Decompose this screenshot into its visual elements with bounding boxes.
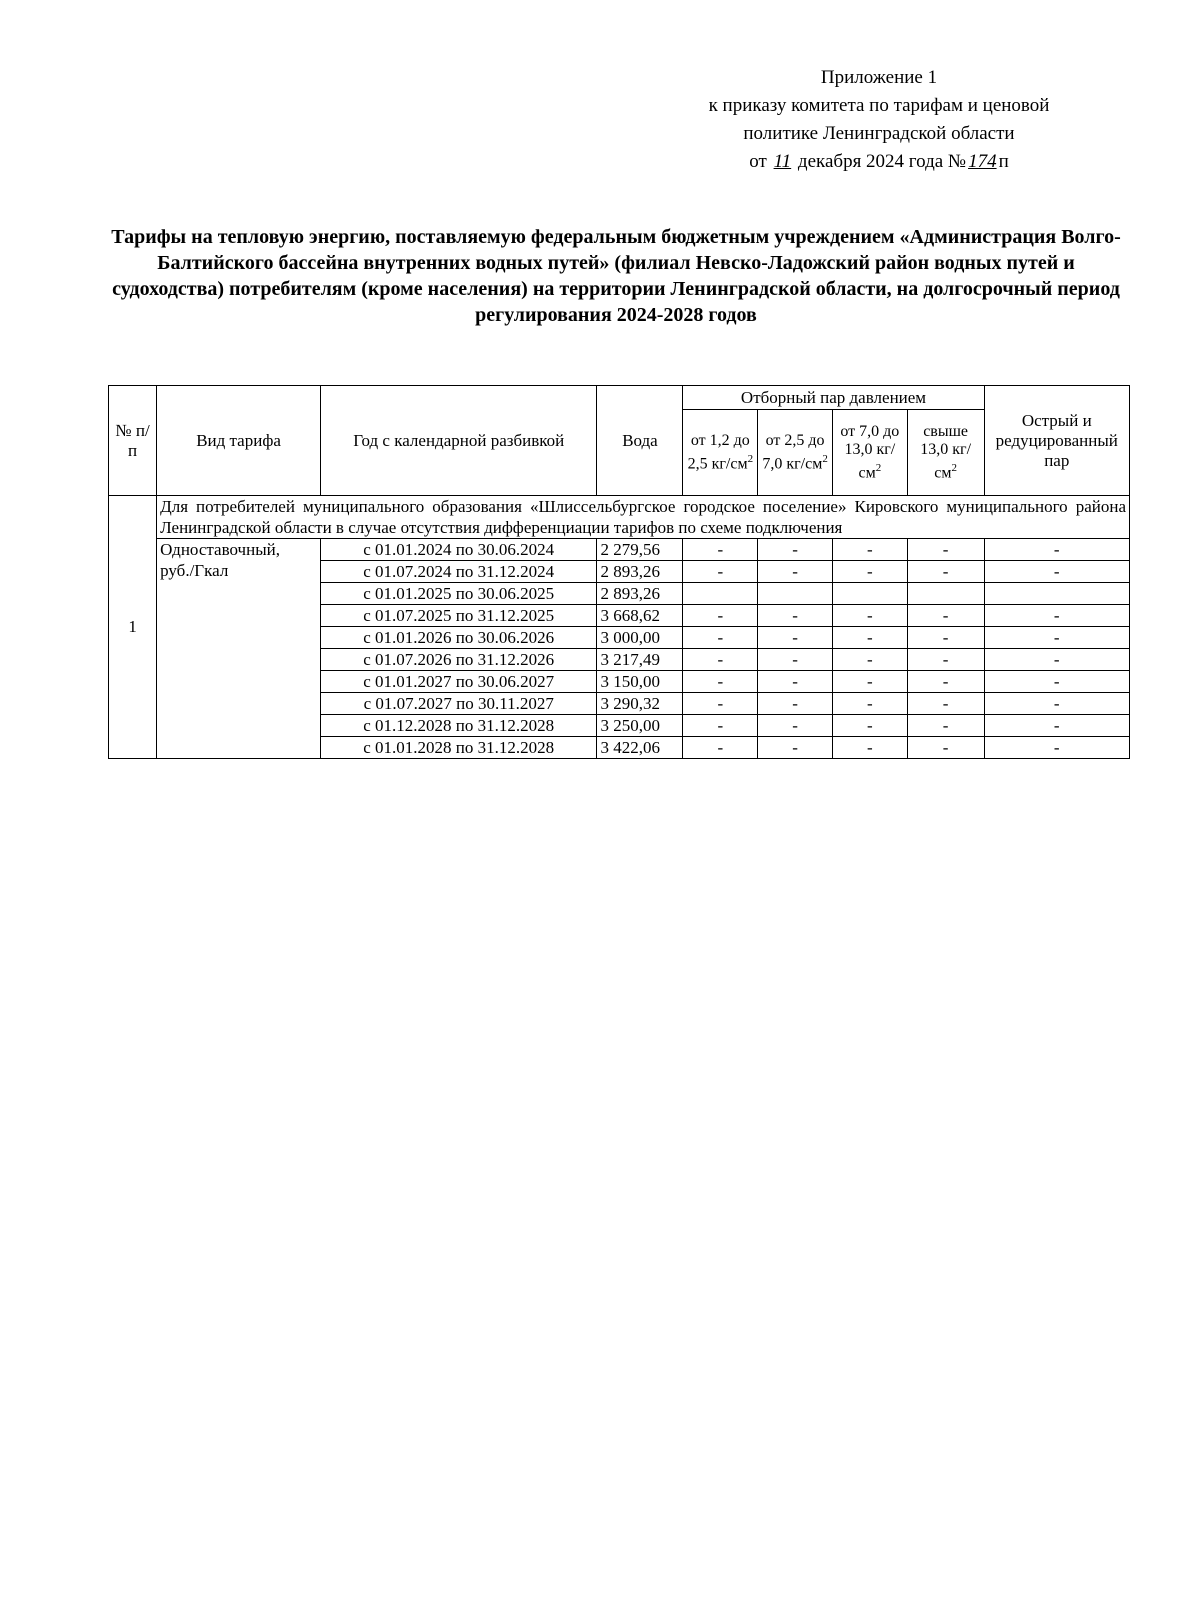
sharp-steam-cell: - <box>984 715 1129 737</box>
steam-4-cell: - <box>907 715 984 737</box>
steam-2-cell: - <box>758 561 833 583</box>
steam-4-cell: - <box>907 561 984 583</box>
period-cell: с 01.07.2027 по 30.11.2027 <box>320 693 596 715</box>
water-cell: 3 250,00 <box>597 715 683 737</box>
order-date-middle: декабря 2024 года № <box>797 151 967 172</box>
steam-1-cell: - <box>683 715 758 737</box>
water-cell: 3 217,49 <box>597 649 683 671</box>
sharp-steam-cell: - <box>984 605 1129 627</box>
steam-2-cell: - <box>758 649 833 671</box>
appendix-line-1: Приложение 1 <box>820 67 938 88</box>
steam-4-cell: - <box>907 671 984 693</box>
steam-2-cell <box>758 583 833 605</box>
header-water: Вода <box>597 386 683 496</box>
steam-2-cell: - <box>758 627 833 649</box>
header-steam-1: от 1,2 до 2,5 $кг/см^2$ <box>683 410 758 496</box>
header-steam-group: Отборный пар давлением <box>683 386 984 410</box>
steam-3-cell: - <box>832 737 907 759</box>
steam-2-cell: - <box>758 539 833 561</box>
steam-1-cell: - <box>683 627 758 649</box>
group-description: Для потребителей муниципального образования «Шлиссельбургское городское поселение» Кировского муниципального района Ленинградской области в случае отсутствия дифференциации тарифов по схеме подключения <box>157 496 1130 539</box>
steam-1-cell <box>683 583 758 605</box>
water-cell: 2 893,26 <box>597 583 683 605</box>
sharp-steam-cell: - <box>984 649 1129 671</box>
period-cell: с 01.01.2027 по 30.06.2027 <box>320 671 596 693</box>
steam-4-cell: - <box>907 693 984 715</box>
period-cell: с 01.01.2025 по 30.06.2025 <box>320 583 596 605</box>
appendix-line-2: к приказу комитета по тарифам и ценовой <box>708 95 1050 116</box>
water-cell: 3 422,06 <box>597 737 683 759</box>
header-number: № п/п <box>109 386 157 496</box>
water-cell: 3 668,62 <box>597 605 683 627</box>
steam-3-cell: - <box>832 715 907 737</box>
water-cell: 3 000,00 <box>597 627 683 649</box>
sharp-steam-cell: - <box>984 539 1129 561</box>
period-cell: с 01.01.2024 по 30.06.2024 <box>320 539 596 561</box>
order-number-suffix: п <box>998 151 1009 172</box>
order-date-prefix: от <box>749 151 767 172</box>
appendix-header <box>644 64 1114 176</box>
header-steam-2: от 2,5 до 7,0 $кг/см^2$ <box>758 410 833 496</box>
steam-3-cell: - <box>832 649 907 671</box>
steam-4-cell <box>907 583 984 605</box>
header-tariff-type: Вид тарифа <box>157 386 321 496</box>
sharp-steam-cell: - <box>984 627 1129 649</box>
order-number-handwritten: 174 <box>968 151 997 172</box>
period-cell: с 01.07.2025 по 31.12.2025 <box>320 605 596 627</box>
steam-4-cell: - <box>907 539 984 561</box>
steam-1-cell: - <box>683 605 758 627</box>
steam-3-cell: - <box>832 627 907 649</box>
sharp-steam-cell: - <box>984 561 1129 583</box>
steam-2-cell: - <box>758 605 833 627</box>
period-cell: с 01.07.2026 по 31.12.2026 <box>320 649 596 671</box>
header-period: Год с календарной разбивкой <box>320 386 596 496</box>
steam-1-cell: - <box>683 649 758 671</box>
steam-4-cell: - <box>907 737 984 759</box>
sharp-steam-cell <box>984 583 1129 605</box>
steam-4-cell: - <box>907 605 984 627</box>
water-cell: 3 150,00 <box>597 671 683 693</box>
appendix-line-3: политике Ленинградской области <box>743 123 1015 144</box>
order-day-handwritten: 11 <box>773 151 792 172</box>
steam-1-cell: - <box>683 671 758 693</box>
period-cell: с 01.12.2028 по 31.12.2028 <box>320 715 596 737</box>
steam-1-cell: - <box>683 693 758 715</box>
steam-1-cell: - <box>683 539 758 561</box>
steam-3-cell: - <box>832 693 907 715</box>
steam-3-cell: - <box>832 561 907 583</box>
appendix-line-4 <box>644 148 1114 176</box>
steam-2-cell: - <box>758 671 833 693</box>
sharp-steam-cell: - <box>984 737 1129 759</box>
tariff-type-cell: Одноставочный, руб./Гкал <box>157 539 321 759</box>
steam-4-cell: - <box>907 649 984 671</box>
header-steam-4: свыше 13,0 $кг/см^2$ <box>907 410 984 496</box>
steam-2-cell: - <box>758 693 833 715</box>
sharp-steam-cell: - <box>984 693 1129 715</box>
steam-2-cell: - <box>758 715 833 737</box>
steam-1-cell: - <box>683 737 758 759</box>
steam-3-cell <box>832 583 907 605</box>
steam-3-cell: - <box>832 539 907 561</box>
header-sharp-steam: Острый и редуцированный пар <box>984 386 1129 496</box>
water-cell: 2 893,26 <box>597 561 683 583</box>
table-row <box>109 539 1130 561</box>
tariff-table <box>108 385 1130 759</box>
water-cell: 3 290,32 <box>597 693 683 715</box>
period-cell: с 01.01.2026 по 30.06.2026 <box>320 627 596 649</box>
header-steam-3: от 7,0 до 13,0 $кг/см^2$ <box>832 410 907 496</box>
sharp-steam-cell: - <box>984 671 1129 693</box>
steam-3-cell: - <box>832 671 907 693</box>
document-title: Тарифы на тепловую энергию, поставляемую федеральным бюджетным учреждением «Администрация Волго-Балтийского бассейна внутренних водных путей» (филиал Невско-Ладожский район водных путей и судоходства) потребителям (кроме населения) на территории Ленинградской области, на долгосрочный период регулирования 2024-2028 годов <box>111 226 1121 326</box>
water-cell: 2 279,56 <box>597 539 683 561</box>
steam-4-cell: - <box>907 627 984 649</box>
period-cell: с 01.01.2028 по 31.12.2028 <box>320 737 596 759</box>
group-number: 1 <box>109 496 157 759</box>
period-cell: с 01.07.2024 по 31.12.2024 <box>320 561 596 583</box>
steam-1-cell: - <box>683 561 758 583</box>
steam-3-cell: - <box>832 605 907 627</box>
steam-2-cell: - <box>758 737 833 759</box>
